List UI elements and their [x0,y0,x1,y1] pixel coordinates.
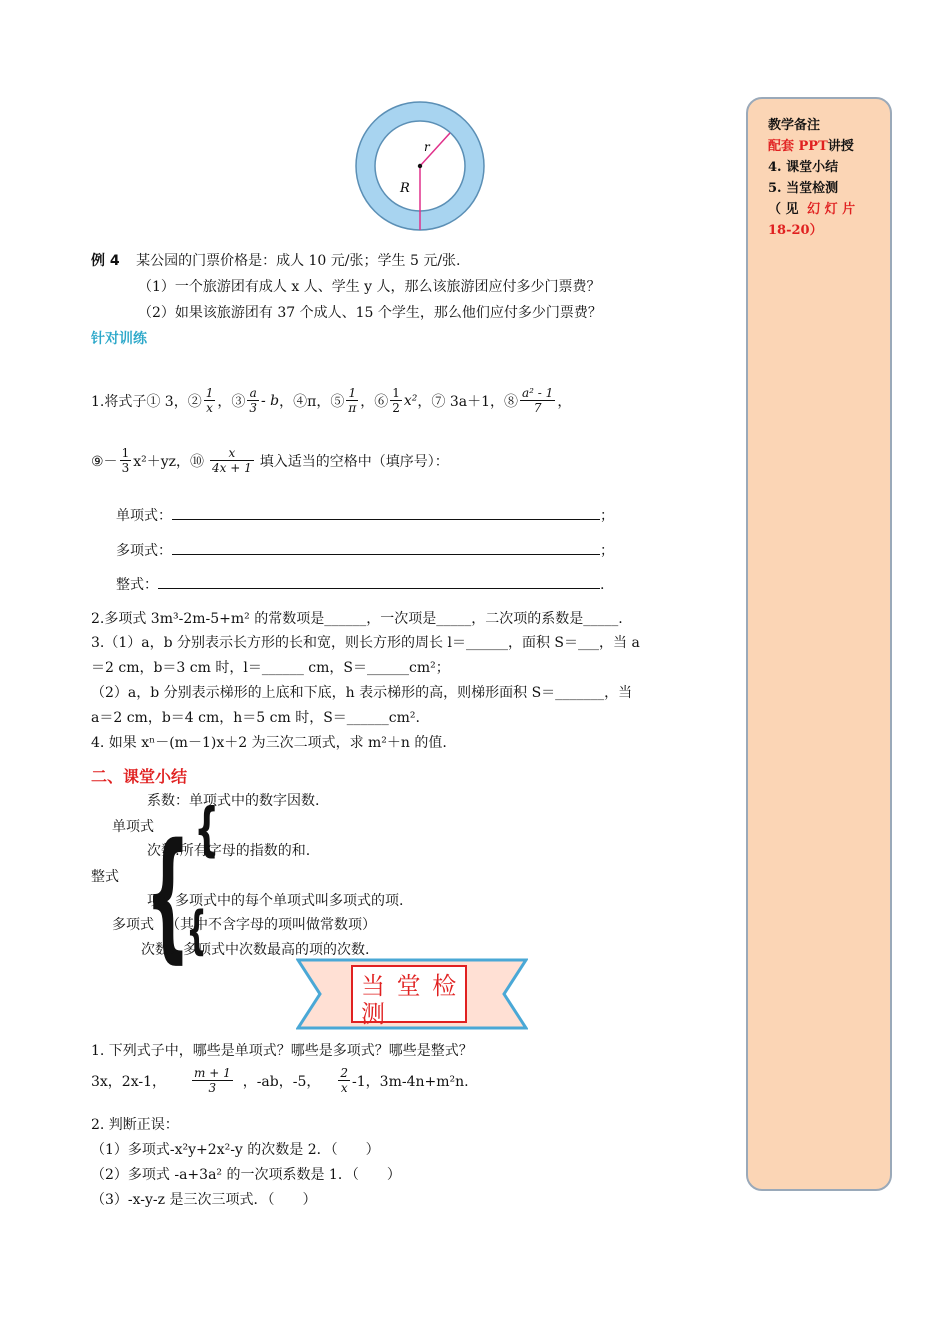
poly-label: 多项式： [116,543,172,559]
sidebar-see-red: 幻 灯 片 [807,202,856,217]
int-answer-row [116,574,604,594]
sidebar-ppt-red: 配套 PPT [768,139,828,154]
summary-title: 二、课堂小结 [91,767,188,786]
ex1-f6-tail: x² [403,392,418,409]
sidebar-item5: 5. 当堂检测 [768,181,839,196]
ex3-l4: a＝2 cm，b＝4 cm，h＝5 cm 时，S＝______cm². [91,710,420,726]
example4-q2: （2）如果该旅游团有 37 个成人、15 个学生，那么他们应付多少门票费？ [138,305,602,321]
test-s3: （3）-x-y-z 是三次三项式．（ ） [91,1192,317,1208]
test-l2-c: -1，3m-4n+m²n. [352,1073,469,1090]
sidebar-see-b-text: 18-20） [768,223,823,238]
ex1-p7: ，⑦ 3a＋1，⑧ [417,393,519,410]
test-q1: 1. 下列式子中，哪些是单项式？哪些是多项式？哪些是整式？ [91,1043,473,1059]
training-title: 针对训练 [91,331,147,347]
poly-blank[interactable] [172,542,600,555]
frac-a-over-3: $\frac{a}{3}$ [249,386,257,415]
example4-q1: （1）一个旅游团有成人 x 人、学生 y 人，那么该旅游团应付多少门票费？ [138,279,601,295]
teaching-notes-sidebar [746,97,892,1191]
ex1-line2-end: 填入适当的空格中（填序号）： [259,453,449,470]
summary-integer: 整式 [91,869,119,885]
label-big-r: R [400,181,410,196]
poly-answer-row [116,540,614,560]
frac-1-over-pi: $\frac{1}{\pi}$ [348,386,357,415]
poly-end: ； [600,543,614,559]
annulus-figure [352,98,488,234]
ex1-f9-tail: x²＋yz，⑩ [133,453,204,470]
summary-poly: 多项式 [112,917,154,933]
example4-label: 例 4 [91,253,120,269]
mono-blank[interactable] [172,507,600,520]
test-q2: 2. 判断正误： [91,1117,179,1133]
summary-const-note: （其中不含字母的项叫做常数项） [166,917,376,933]
ex2: 2.多项式 3m³-2m-5+m² 的常数项是______，一次项是_____，二次项的系数是_____. [91,611,623,627]
int-label: 整式： [116,577,158,593]
test-l2-a: 3x，2x-1， [91,1073,166,1090]
brace-integer: { [145,814,191,977]
frac-a2-minus-1-over-7: $\frac{\text{a² - 1}}{7}$ [522,386,554,415]
test-q1-expressions [91,1066,469,1095]
sidebar-ppt [768,135,854,154]
ex1-p3: ，③ [217,393,246,410]
ex3-l2: ＝2 cm，b＝3 cm 时，l＝______ cm，S＝______cm²； [91,660,450,676]
frac-1-over-x: $\frac{1}{x}$ [205,386,214,415]
frac-x-over-4x-plus-1: $\frac{x}{4x + 1}$ [212,446,252,475]
sidebar-item4: 4. 课堂小结 [768,160,839,175]
frac-2-over-x: $\frac{2}{x}$ [340,1066,349,1095]
frac-1-over-3: $\frac{1}{3}$ [121,446,130,475]
ex3-l1: 3.（1）a，b 分别表示长方形的长和宽，则长方形的周长 l＝______，面积 S＝___，当 a [91,635,640,651]
test-s2: （2）多项式 -a+3a² 的一次项系数是 1．（ ） [91,1167,401,1183]
int-blank[interactable] [158,576,600,589]
ex1-line1 [91,386,571,415]
summary-degree2: 次数：多项式中次数最高的项的次数. [141,942,370,958]
int-end: . [600,577,605,593]
example4-text: 某公园的门票价格是：成人 10 元/张；学生 5 元/张. [136,253,461,269]
ex3-l3: （2）a，b 分别表示梯形的上底和下底，h 表示梯形的高，则梯形面积 S＝_______，当 [91,685,633,701]
sidebar-see-b [768,219,823,238]
mono-end: ； [600,508,614,524]
sidebar-see [768,198,855,217]
ex1-line2 [91,446,449,475]
ex4: 4. 如果 xⁿ－(m－1)x＋2 为三次二项式，求 m²＋n 的值. [91,735,447,751]
banner-text: 当 堂 检 测 [361,972,459,1028]
sidebar-see-a: （ 见 [768,202,799,217]
summary-coef: 系数：单项式中的数字因数. [147,793,320,809]
summary-term: 项：多项式中的每个单项式叫多项式的项. [147,893,404,909]
brace-mono: { [194,795,220,863]
ex1-f3-tail: - b [261,392,280,409]
mono-label: 单项式： [116,508,172,524]
frac-m-plus-1-over-3: $\frac{m + 1}{3}$ [194,1066,231,1095]
ex1-p8-end: ， [557,393,572,410]
brace-poly: { [186,901,207,961]
ex1-line2-start: ⑨－ [91,453,118,470]
ex1-p4: ，④π，⑤ [279,393,345,410]
mono-answer-row [116,505,614,525]
ex1-start: 1.将式子① 3，② [91,393,202,410]
ex1-p6: ，⑥ [360,393,389,410]
summary-mono: 单项式 [112,819,154,835]
summary-degree1: 次数:所有字母的指数的和. [147,843,311,859]
sidebar-ppt-black: 讲授 [827,139,854,154]
example4-line [91,250,460,270]
frac-1-over-2: $\frac{1}{2}$ [392,386,400,415]
test-s1: （1）多项式-x²y+2x²-y 的次数是 2．（ ） [91,1142,380,1158]
test-l2-b: ，-ab，-5， [242,1073,321,1090]
label-small-r: r [424,140,430,154]
sidebar-title: 教学备注 [768,118,821,133]
